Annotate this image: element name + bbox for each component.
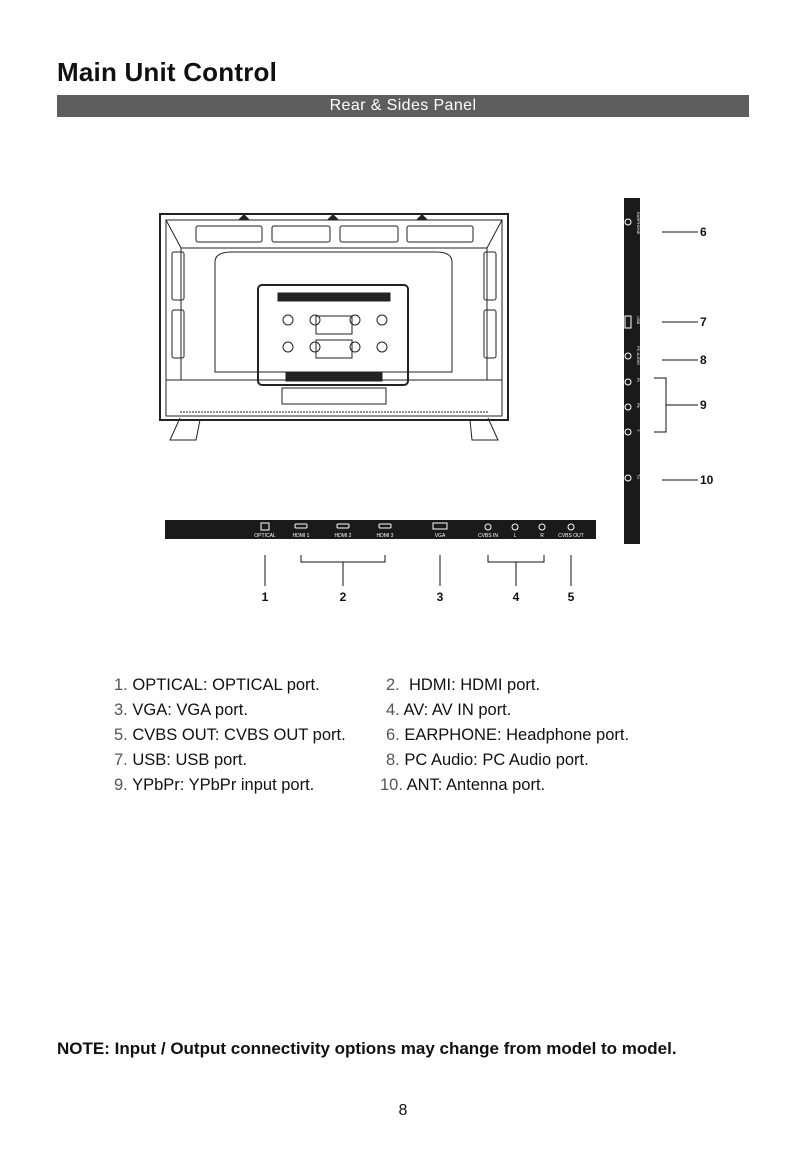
callout-number: 8 [700, 353, 707, 367]
bottom-port-label: HDMI 3 [376, 533, 394, 539]
bottom-port-label: OPTICAL [254, 533, 276, 539]
callout-number: 6 [700, 225, 707, 239]
callout-number: 5 [567, 590, 575, 604]
legend-number: 8. [386, 751, 400, 769]
legend-text: AV: AV IN port. [403, 701, 512, 719]
legend-item [114, 676, 320, 695]
callout-number: 2 [339, 590, 347, 604]
callout-number: 9 [700, 398, 707, 412]
bottom-callouts [265, 555, 571, 586]
legend-item [386, 751, 589, 770]
legend-text: YPbPr: YPbPr input port. [132, 776, 315, 794]
legend-number: 3. [114, 701, 128, 719]
legend-text: OPTICAL: OPTICAL port. [132, 676, 320, 694]
legend-item [114, 701, 248, 720]
bottom-port-label: R [540, 533, 544, 539]
side-panel [624, 198, 641, 544]
section-banner: Rear & Sides Panel [57, 95, 749, 117]
legend-number: 10. [380, 776, 403, 794]
side-port-label: TV [636, 474, 641, 480]
legend-item [114, 776, 314, 795]
side-port-label: Pb [636, 403, 641, 408]
legend-text: ANT: Antenna port. [406, 776, 546, 794]
side-port-label: PC AUDIO [636, 346, 641, 366]
legend-number: 6. [386, 726, 400, 744]
legend-item [114, 751, 247, 770]
legend-text: PC Audio: PC Audio port. [404, 751, 589, 769]
side-port-label: EARPHONE [636, 212, 641, 235]
legend-item [380, 776, 545, 795]
side-port-label: USB [636, 316, 641, 325]
legend-number: 2. [386, 676, 400, 694]
page-title: Main Unit Control [57, 57, 278, 87]
callout-number: 7 [700, 315, 707, 329]
legend-text: HDMI: HDMI port. [408, 676, 541, 694]
legend-number: 7. [114, 751, 128, 769]
bottom-port-label: L [513, 533, 517, 539]
legend-text: CVBS OUT: CVBS OUT port. [132, 726, 346, 744]
legend-text: EARPHONE: Headphone port. [404, 726, 630, 744]
side-callouts [654, 232, 698, 480]
legend-number: 9. [114, 776, 128, 794]
bottom-panel [165, 520, 596, 539]
callout-number: 1 [261, 590, 269, 604]
bottom-port-label: CVBS IN [477, 533, 499, 539]
bottom-port-label: VGA [434, 533, 446, 539]
page-number: 8 [398, 1102, 408, 1119]
legend-number: 5. [114, 726, 128, 744]
side-port-label: Y [636, 429, 641, 432]
legend-item [386, 676, 540, 695]
tv-rear-view [160, 214, 508, 440]
legend-item [114, 726, 346, 745]
bottom-port-label: HDMI 1 [292, 533, 310, 539]
connectivity-note: NOTE: Input / Output connectivity options may change from model to model. [57, 1039, 677, 1058]
legend-text: USB: USB port. [132, 751, 247, 769]
legend-item [386, 701, 511, 720]
legend-item [386, 726, 629, 745]
legend-number: 1. [114, 676, 128, 694]
bottom-port-label: CVBS OUT [558, 533, 584, 539]
callout-number: 10 [700, 473, 714, 487]
bottom-port-label: HDMI 2 [334, 533, 352, 539]
side-port-label: Pr [636, 378, 641, 382]
legend-text: VGA: VGA port. [132, 701, 248, 719]
callout-number: 3 [436, 590, 444, 604]
legend-number: 4. [386, 701, 400, 719]
callout-number: 4 [512, 590, 520, 604]
